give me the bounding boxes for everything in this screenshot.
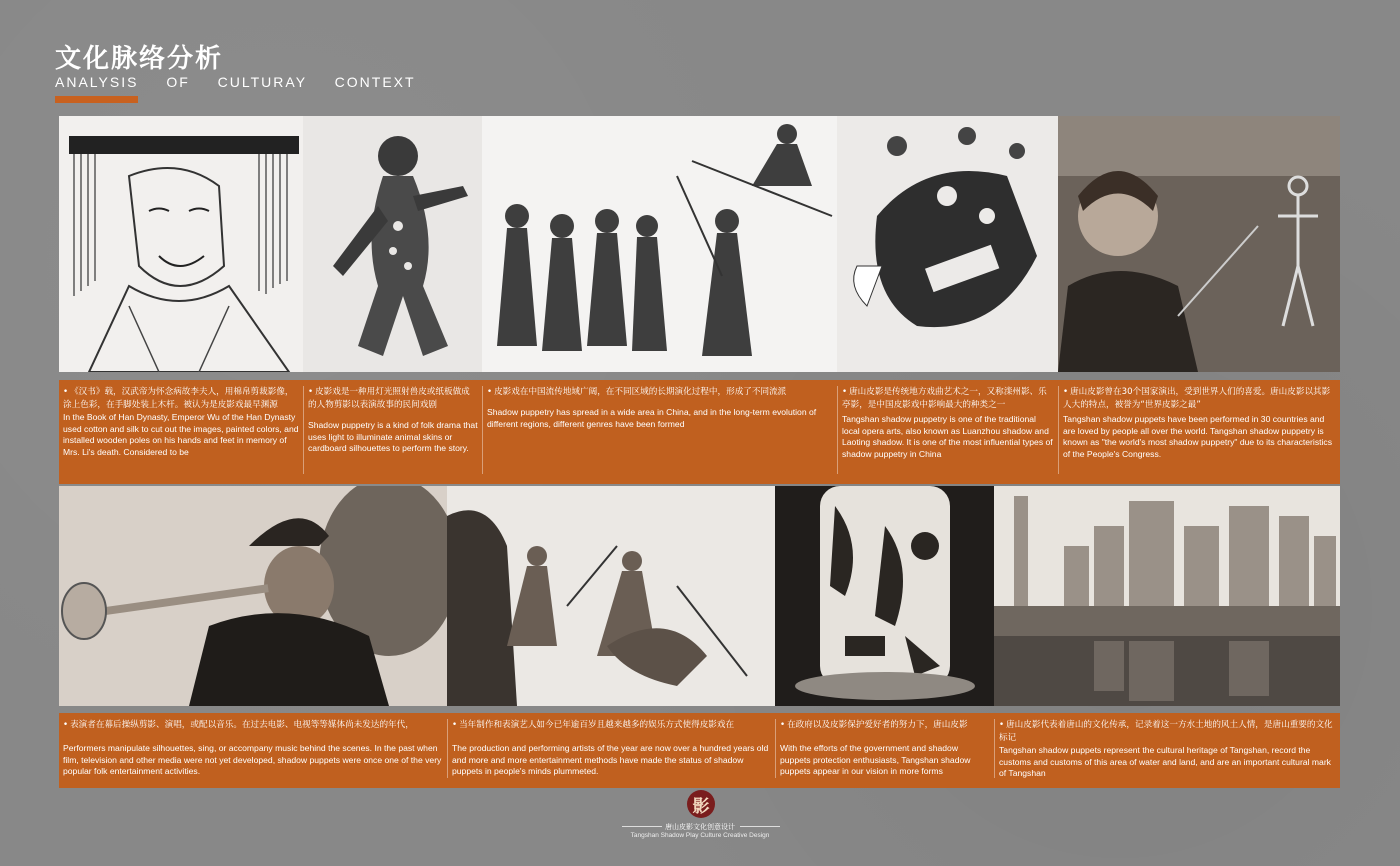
logo-glyph: 影 — [692, 796, 710, 817]
image-row-1 — [59, 116, 1340, 372]
page-subtitle: ANALYSIS OF CULTURAY CONTEXT — [55, 74, 416, 90]
child-with-puppet-photo — [1058, 116, 1340, 372]
caption-genres — [483, 380, 837, 484]
caption-en: Performers manipulate silhouettes, sing, or accompany music behind the scenes. In the past when film, television and other media were not yet developed, shadow puppets were once one of the very popular folk entertainment activities. — [63, 743, 442, 776]
shadow-logo-icon — [687, 790, 715, 818]
caption-en: Shadow puppetry is a kind of folk drama that uses light to illuminate animal skins or cardboard silhouettes to perform the story. — [308, 420, 478, 453]
caption-tangshan-opera — [838, 380, 1058, 484]
caption-en: In the Book of Han Dynasty, Emperor Wu of the Han Dynasty used cotton and silk to cut out the images, painted colors, and installed wooden poles on his hands and feet in memory of Mrs. Li's death. Considered to be — [63, 412, 299, 457]
caption-artists-decline — [448, 713, 775, 788]
caption-cn: • 在政府以及皮影保护爱好者的努力下，唐山皮影 — [780, 719, 990, 732]
page-title: 文化脉络分析 — [55, 44, 224, 74]
caption-cn: • 《汉书》载，汉武帝为怀念病故李夫人，用棉帛剪裁影像，涂上色彩，在手脚处装上木杆。被认为是皮影戏最早渊源 — [63, 386, 299, 412]
puppeteer-photo — [447, 486, 775, 706]
shadow-puppets-group — [482, 116, 837, 372]
caption-cn: • 唐山皮影曾在30个国家演出，受到世界人们的喜爱。唐山皮影以其影人大的特点，被誉为“世界皮影之最” — [1063, 386, 1336, 412]
musician-horn-photo — [59, 486, 447, 706]
caption-cultural-heritage — [995, 713, 1340, 788]
caption-en: Tangshan shadow puppetry is one of the traditional local opera arts, also known as Luanzhou shadow and Laoting shadow. It is one of the most influential types of shadow puppetry in China — [842, 414, 1053, 459]
caption-en: Tangshan shadow puppets have been performed in 30 countries and are loved by people all over the world. Tangshan shadow puppetry is known as "the world's most shadow puppetry" due to its characteristics of the People's Congress. — [1063, 414, 1333, 459]
caption-band-1 — [59, 380, 1340, 484]
emperor-illustration — [59, 116, 303, 372]
caption-en: The production and performing artists of the year are now over a hundred years old and more and more entertainment methods have made the status of shadow puppets in people's minds plummeted. — [452, 743, 769, 776]
caption-cn: • 表演者在幕后操纵剪影、演唱，或配以音乐。在过去电影、电视等等媒体尚未发达的年代， — [63, 719, 443, 732]
caption-cn: • 唐山皮影代表着唐山的文化传承，记录着这一方水土地的风土人情，是唐山重要的文化标记 — [999, 719, 1336, 745]
caption-cn: • 皮影戏是一种用灯光照射兽皮或纸板做成的人物剪影以表演故事的民间戏剧 — [308, 386, 478, 412]
caption-en: Shadow puppetry has spread in a wide area in China, and in the long-term evolution of different regions, different genres have been formed — [487, 407, 817, 429]
caption-cn: • 皮影戏在中国流传地域广阔，在不同区域的长期演化过程中，形成了不同流派 — [487, 386, 833, 399]
caption-cn: • 唐山皮影是传统地方戏曲艺术之一，又称滦州影、乐亭影，是中国皮影戏中影响最大的种类之一 — [842, 386, 1054, 412]
title-underline — [55, 96, 138, 103]
caption-protection — [776, 713, 994, 788]
shadow-puppet-head — [837, 116, 1058, 372]
caption-world-tour — [1059, 380, 1340, 484]
caption-performers — [59, 713, 447, 788]
caption-shadow-puppetry — [304, 380, 482, 484]
lantern-sculpture-photo — [775, 486, 994, 706]
caption-en: With the efforts of the government and shadow puppets protection enthusiasts, Tangshan shadow puppets appear in our vision in more forms — [780, 743, 971, 776]
footer-title-en: Tangshan Shadow Play Culture Creative Design — [630, 832, 770, 839]
caption-en: Tangshan shadow puppets represent the cultural heritage of Tangshan, record the customs and customs of this area of water and land, and are an important cultural mark of Tangshan — [999, 745, 1331, 778]
caption-cn: • 当年制作和表演艺人如今已年逾百岁且越来越多的娱乐方式使得皮影戏在 — [452, 719, 771, 732]
caption-han-dynasty — [59, 380, 303, 484]
image-row-2 — [59, 486, 1340, 706]
shadow-puppet-figure-1 — [303, 116, 482, 372]
city-skyline-photo — [994, 486, 1340, 706]
footer-title-cn: 唐山皮影文化创意设计 — [665, 823, 735, 831]
caption-band-2 — [59, 713, 1340, 788]
